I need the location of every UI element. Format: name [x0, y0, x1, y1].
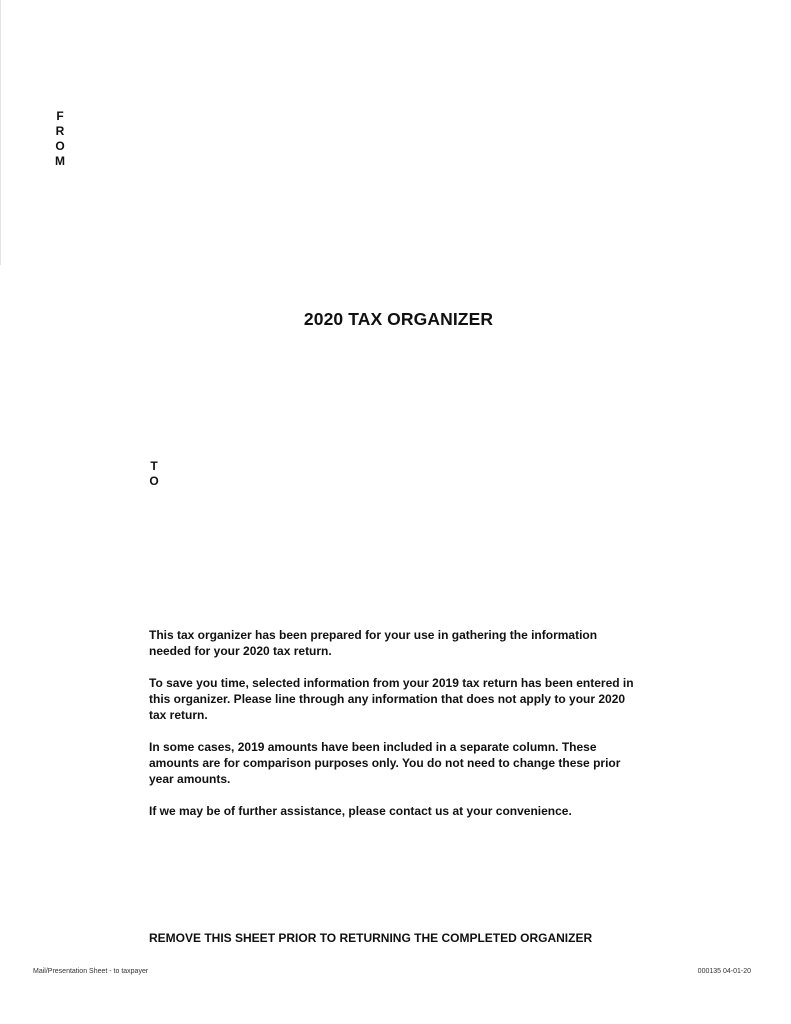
instruction-paragraph: To save you time, selected information from your 2019 tax return has been entered in this organizer. Please line through any information that does not apply to your 2020 tax return. [149, 676, 634, 722]
instruction-paragraph: This tax organizer has been prepared for your use in gathering the information needed for your 2020 tax return. [149, 628, 598, 658]
document-title: 2020 TAX ORGANIZER [303, 309, 494, 329]
page-edge-line [0, 0, 1, 265]
from-letter: F [56, 109, 64, 123]
to-letter: O [149, 474, 159, 488]
instruction-paragraph: If we may be of further assistance, please contact us at your convenience. [149, 804, 572, 818]
to-address-label [148, 459, 160, 489]
from-letter: O [55, 139, 65, 153]
footer-form-name: Mail/Presentation Sheet - to taxpayer [33, 968, 149, 975]
to-letter: T [150, 459, 158, 473]
footer-form-code: 000135 04-01-20 [697, 968, 751, 975]
from-letter: M [55, 154, 65, 168]
from-address-label [54, 109, 66, 169]
instructions-text [149, 627, 639, 835]
instruction-paragraph: In some cases, 2019 amounts have been included in a separate column. These amounts are for comparison purposes only. You do not need to change these prior year amounts. [149, 740, 621, 786]
from-letter: R [55, 124, 65, 138]
remove-sheet-notice: REMOVE THIS SHEET PRIOR TO RETURNING THE COMPLETED ORGANIZER [149, 931, 593, 945]
